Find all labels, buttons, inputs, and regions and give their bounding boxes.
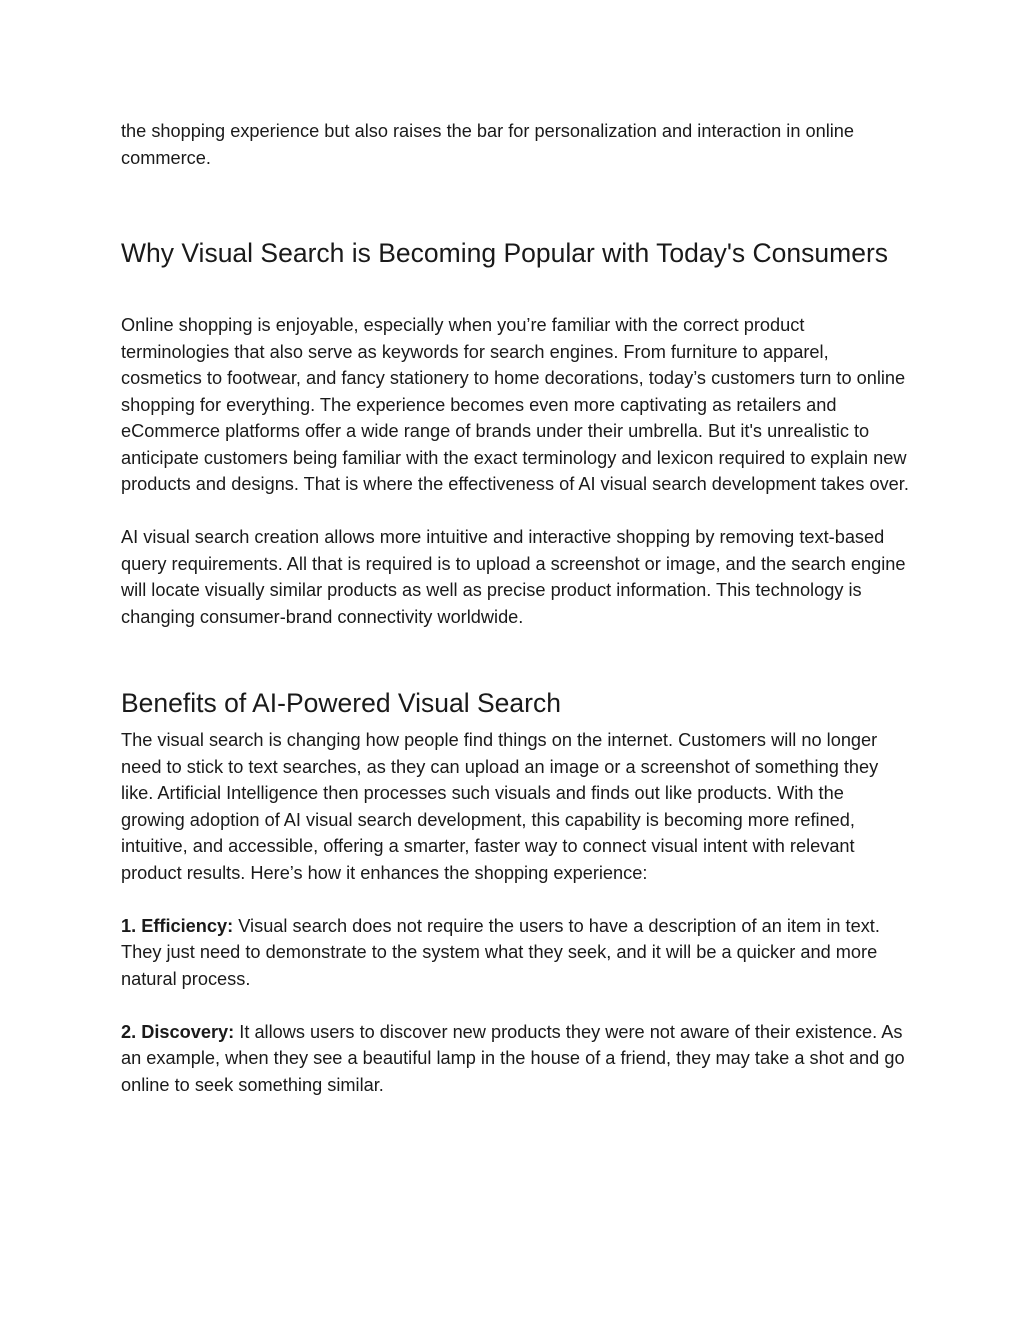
benefit-item-efficiency xyxy=(121,913,911,993)
document-page xyxy=(121,118,911,1098)
why-paragraph-2: AI visual search creation allows more intuitive and interactive shopping by removing text-based query requirements. All that is required is to upload a screenshot or image, and the search engine will locate visually similar products as well as precise product information. This technology is changing consumer-brand connectivity worldwide. xyxy=(121,527,906,627)
section-heading-benefits: Benefits of AI-Powered Visual Search xyxy=(121,688,561,718)
intro-paragraph: the shopping experience but also raises the bar for personalization and interaction in online commerce. xyxy=(121,121,855,168)
why-paragraph-1: Online shopping is enjoyable, especially when you’re familiar with the correct product terminologies that also serve as keywords for search engines. From furniture to apparel, cosmetics to footwear, and fancy stationery to home decorations, today’s customers turn to online shopping for everything. The experience becomes even more captivating as retailers and eCommerce platforms offer a wide range of brands under their umbrella. But it's unrealistic to anticipate customers being familiar with the exact terminology and lexicon required to explain new products and designs. That is where the effectiveness of AI visual search development takes over. xyxy=(121,315,909,494)
benefit-item-text: It allows users to discover new products they were not aware of their existence. As an example, when they see a beautiful lamp in the house of a friend, they may take a shot and go online to seek something similar. xyxy=(121,1021,905,1095)
benefit-item-text: Visual search does not require the users to have a description of an item in text. They just need to demonstrate to the system what they seek, and it will be a quicker and more natural process. xyxy=(121,915,880,989)
benefit-item-discovery xyxy=(121,1019,911,1099)
section-heading-why-visual-search: Why Visual Search is Becoming Popular with Today's Consumers xyxy=(121,238,889,268)
benefit-item-label: 1. Efficiency: xyxy=(121,915,234,936)
benefits-intro-paragraph: The visual search is changing how people find things on the internet. Customers will no longer need to stick to text searches, as they can upload an image or a screenshot of something they like. Artificial Intelligence then processes such visuals and finds out like products. With the growing adoption of AI visual search development, this capability is becoming more refined, intuitive, and accessible, offering a smarter, faster way to connect visual intent with relevant product results. Here’s how it enhances the shopping experience: xyxy=(121,730,879,883)
benefit-item-label: 2. Discovery: xyxy=(121,1021,235,1042)
